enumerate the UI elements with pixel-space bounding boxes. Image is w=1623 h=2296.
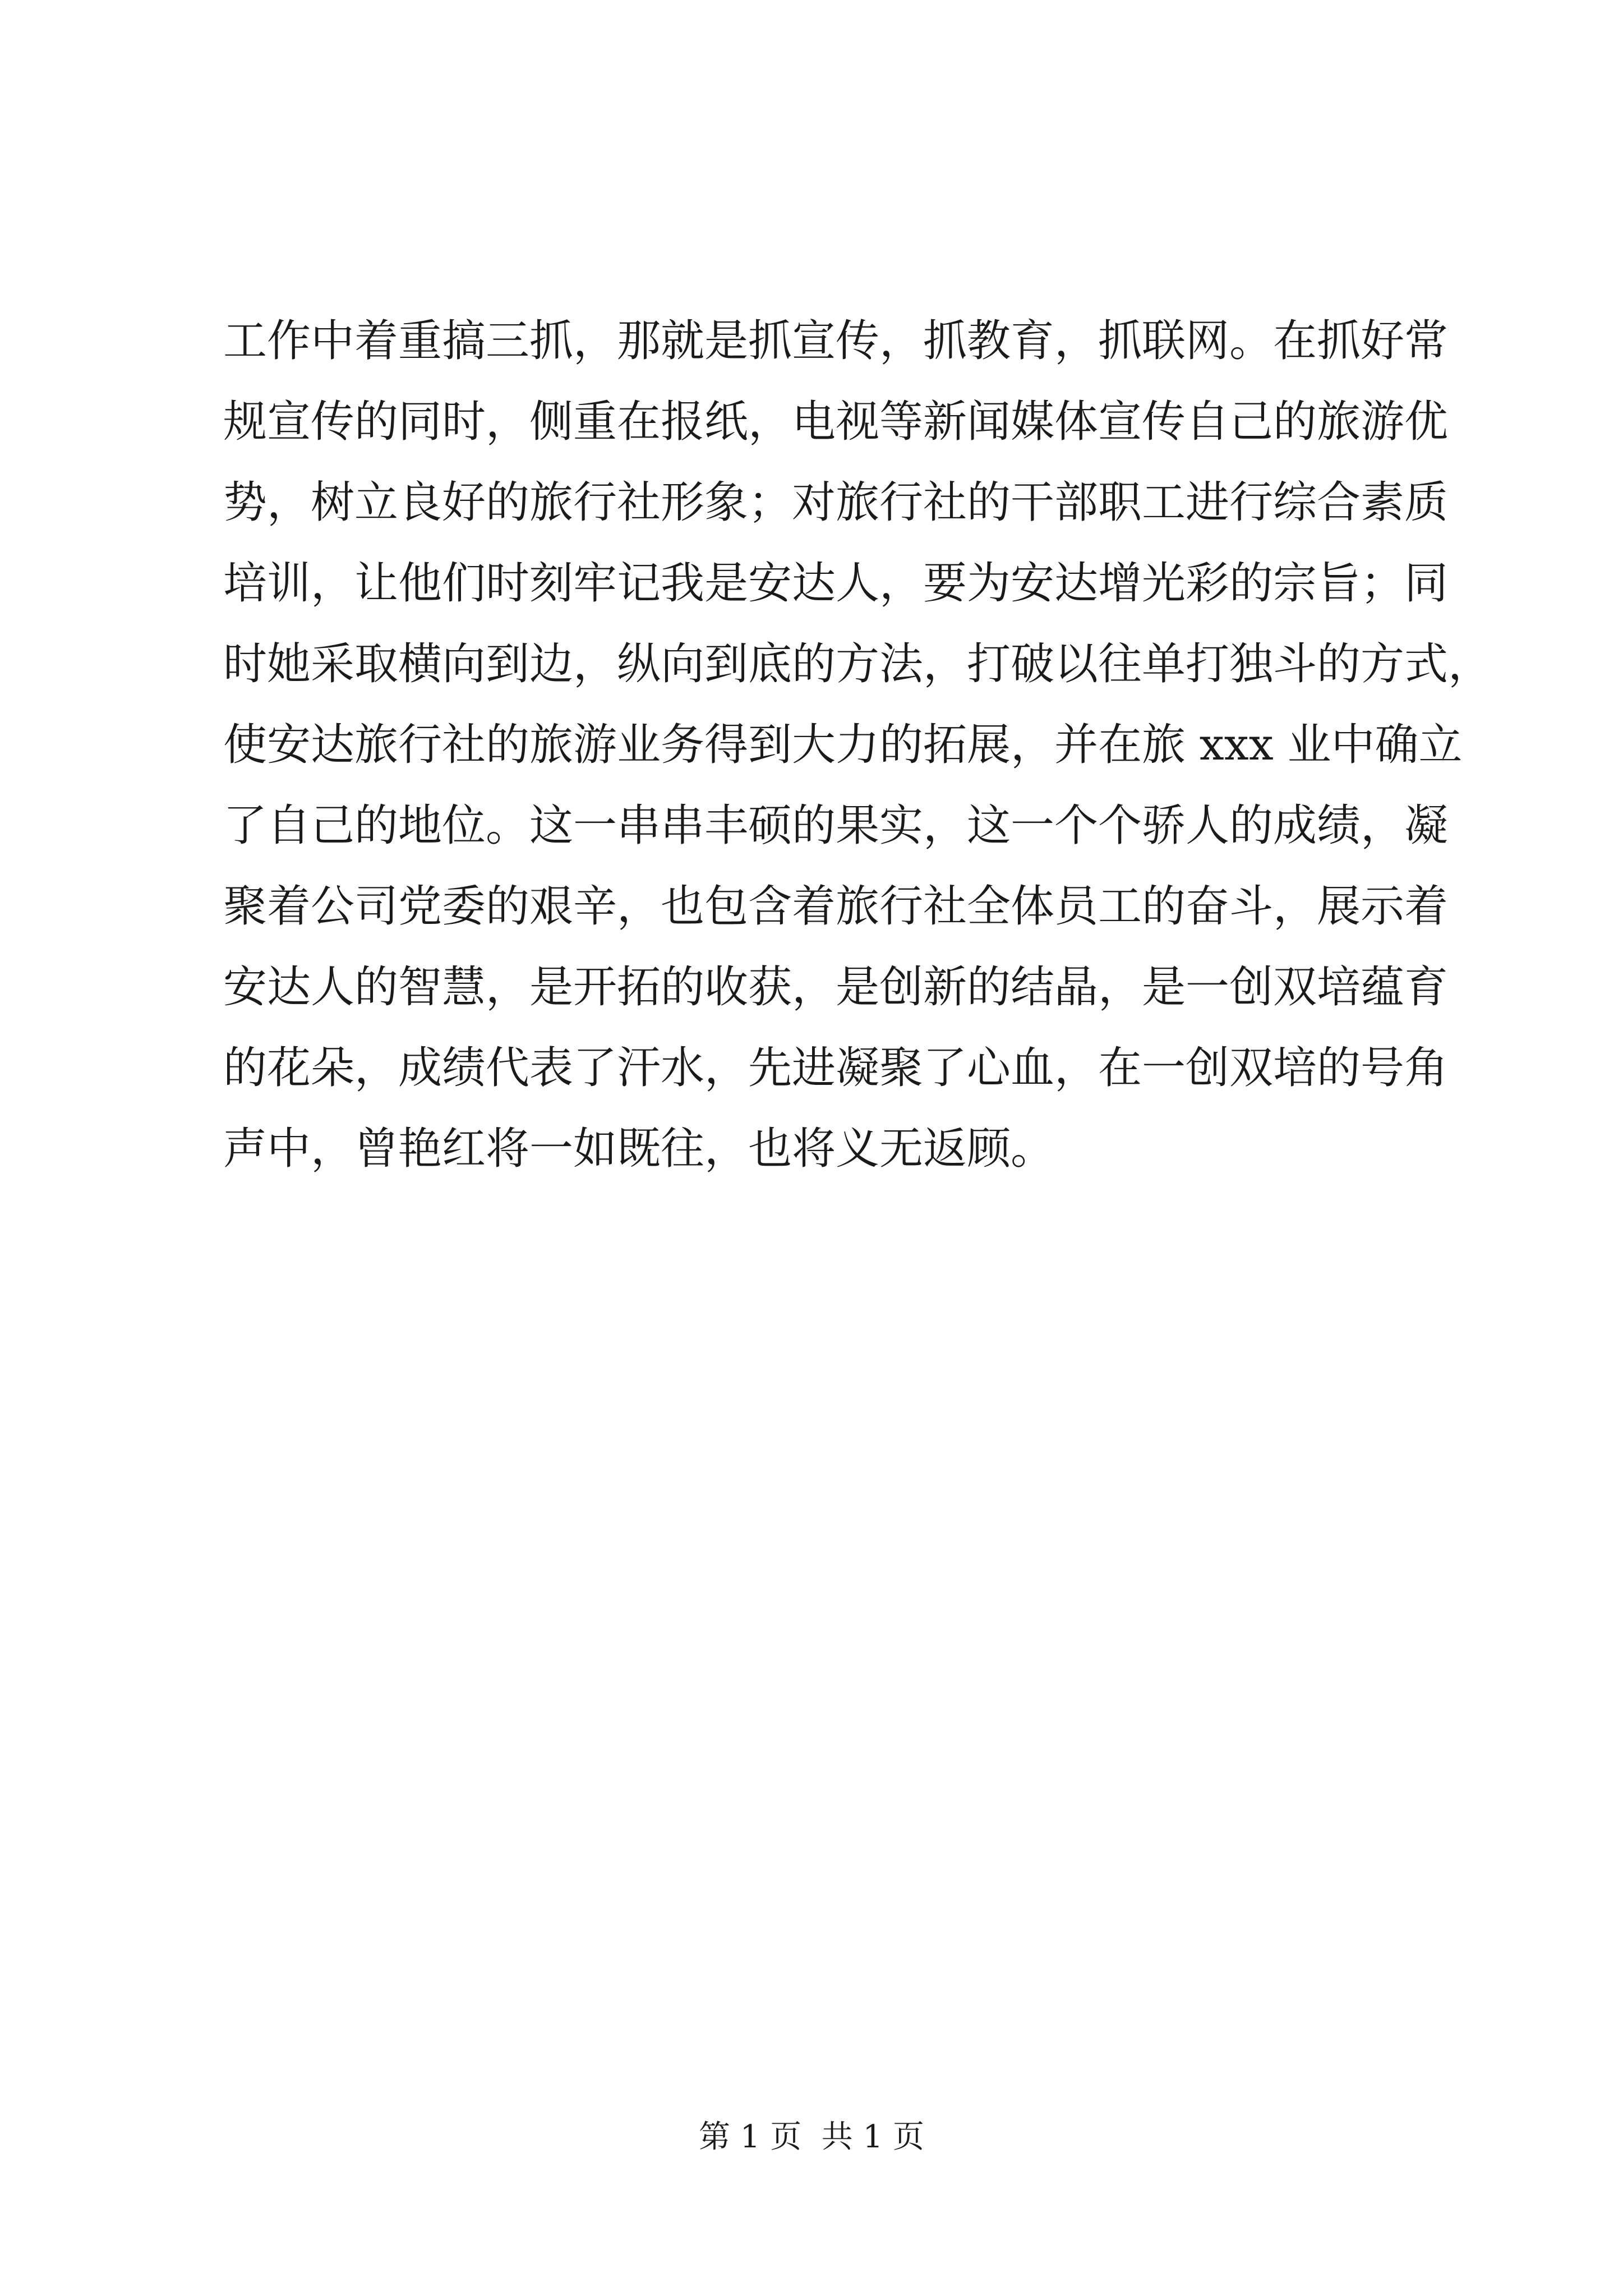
text-line: 势，树立良好的旅行社形象；对旅行社的干部职工进行综合素质 <box>223 477 1449 528</box>
text-line: 聚着公司党委的艰辛，也包含着旅行社全体员工的奋斗，展示着 <box>223 881 1449 932</box>
text-line: 培训，让他们时刻牢记我是安达人，要为安达增光彩的宗旨；同 <box>223 558 1449 609</box>
text-line: 时她采取横向到边，纵向到底的方法，打破以往单打独斗的方式， <box>223 639 1492 689</box>
text-line: 工作中着重搞三抓，那就是抓宣传，抓教育，抓联网。在抓好常 <box>223 316 1449 366</box>
body-paragraph <box>223 301 1492 1189</box>
page-number-footer: 第 1 页 共 1 页 <box>698 2119 925 2155</box>
text-line: 使安达旅行社的旅游业务得到大力的拓展，并在旅 xxx 业中确立 <box>223 720 1463 770</box>
text-line: 声中，曾艳红将一如既往，也将义无返顾。 <box>223 1124 1055 1174</box>
text-line: 规宣传的同时，侧重在报纸，电视等新闻媒体宣传自己的旅游优 <box>223 397 1449 447</box>
text-line: 的花朵，成绩代表了汗水，先进凝聚了心血，在一创双培的号角 <box>223 1043 1449 1093</box>
text-line: 了自己的地位。这一串串丰硕的果实，这一个个骄人的成绩，凝 <box>223 800 1449 851</box>
text-line: 安达人的智慧，是开拓的收获，是创新的结晶，是一创双培蕴育 <box>223 962 1449 1013</box>
